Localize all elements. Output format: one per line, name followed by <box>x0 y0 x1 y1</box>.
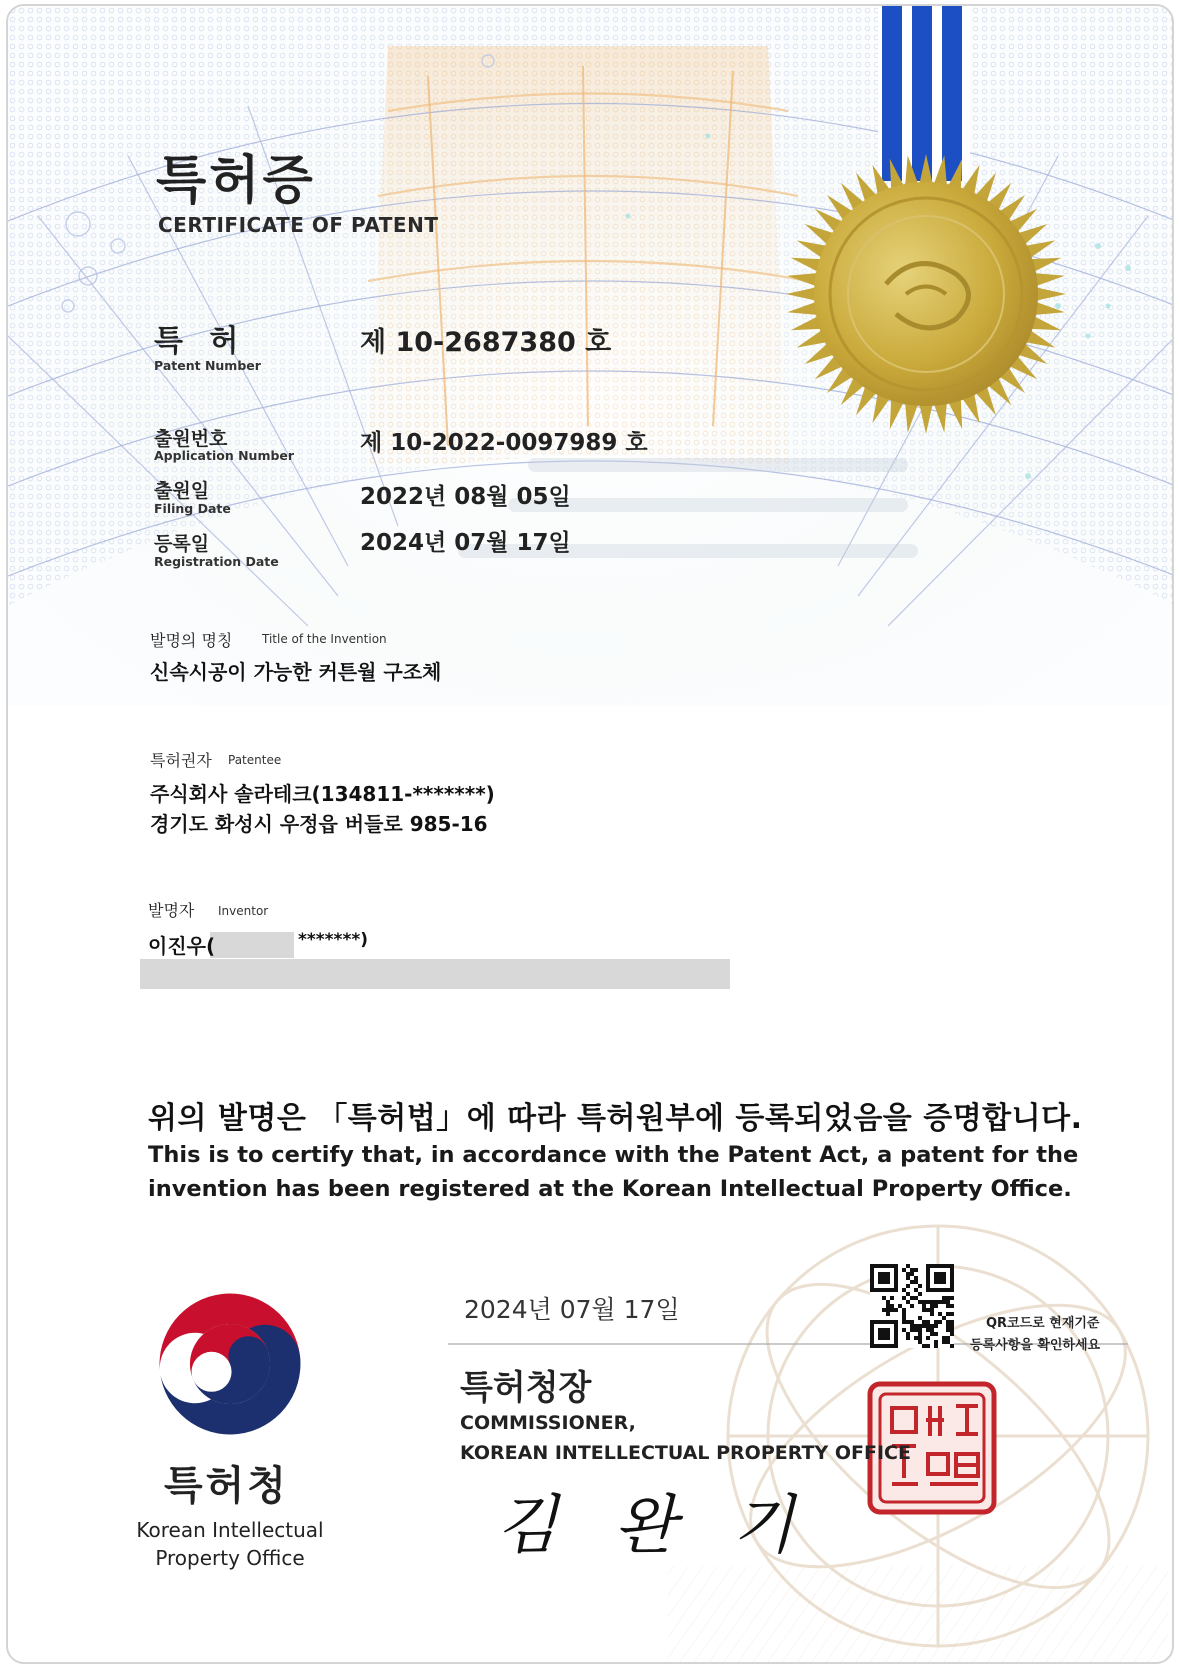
inventor-name-suffix: *******) <box>298 930 369 950</box>
gold-seal <box>786 154 1066 434</box>
filing-date-label-en: Filing Date <box>154 501 231 516</box>
patent-number-label-ko: 특 허 <box>154 324 247 359</box>
filing-date-value: 2022년 08월 05일 <box>360 484 571 510</box>
registration-date-value: 2024년 07월 17일 <box>360 530 571 556</box>
certificate-title-ko: 특허증 <box>156 151 316 211</box>
patentee-name: 주식회사 솔라테크(134811-*******) <box>150 782 495 806</box>
application-number-label-ko: 출원번호 <box>154 428 228 450</box>
office-name-en-line2: Property Office <box>155 1546 305 1570</box>
certificate-title-en: CERTIFICATE OF PATENT <box>158 213 439 237</box>
ribbon <box>878 6 970 181</box>
patent-number-value: 제 10-2687380 호 <box>360 327 612 358</box>
inventor-label-ko: 발명자 <box>148 901 195 920</box>
taegeuk-logo <box>158 1292 302 1436</box>
commissioner-title-en-line1: COMMISSIONER, <box>460 1412 636 1434</box>
patent-number-label-en: Patent Number <box>154 358 261 373</box>
invention-title: 신속시공이 가능한 커튼월 구조체 <box>150 660 442 684</box>
patentee-label-ko: 특허권자 <box>150 751 212 770</box>
invention-label-en: Title of the Invention <box>262 632 387 646</box>
filing-date-label-ko: 출원일 <box>154 480 210 502</box>
application-number-label-en: Application Number <box>154 448 295 463</box>
application-number-value: 제 10-2022-0097989 호 <box>360 430 648 456</box>
commissioner-title-en-line2: KOREAN INTELLECTUAL PROPERTY OFFICE <box>460 1442 911 1464</box>
issue-date: 2024년 07월 17일 <box>464 1295 680 1324</box>
qr-code <box>870 1264 954 1348</box>
qr-note-line1: QR코드로 현재기준 <box>986 1316 1100 1331</box>
certification-text-en-line1: This is to certify that, in accordance with the Patent Act, a patent for the <box>148 1142 1079 1168</box>
certificate-page <box>6 4 1174 1664</box>
registration-date-label-en: Registration Date <box>154 554 279 569</box>
patentee-address: 경기도 화성시 우정읍 버들로 985-16 <box>150 812 488 836</box>
inventor-label-en: Inventor <box>218 904 269 918</box>
office-name-en-line1: Korean Intellectual <box>136 1518 324 1542</box>
certification-text-ko: 위의 발명은 「특허법」에 따라 특허원부에 등록되었음을 증명합니다. <box>148 1101 1083 1136</box>
certification-text-en-line2: invention has been registered at the Korean Intellectual Property Office. <box>148 1176 1072 1202</box>
patentee-label-en: Patentee <box>228 753 282 767</box>
inventor-name-prefix: 이진우( <box>148 934 216 958</box>
invention-label-ko: 발명의 명칭 <box>150 631 233 650</box>
commissioner-signature: 김 완 기 <box>496 1489 813 1563</box>
qr-note-line2: 등록사항을 확인하세요 <box>970 1338 1101 1353</box>
registration-date-label-ko: 등록일 <box>154 533 210 555</box>
office-name-ko: 특허청 <box>164 1463 289 1509</box>
commissioner-title-ko: 특허청장 <box>460 1368 592 1408</box>
